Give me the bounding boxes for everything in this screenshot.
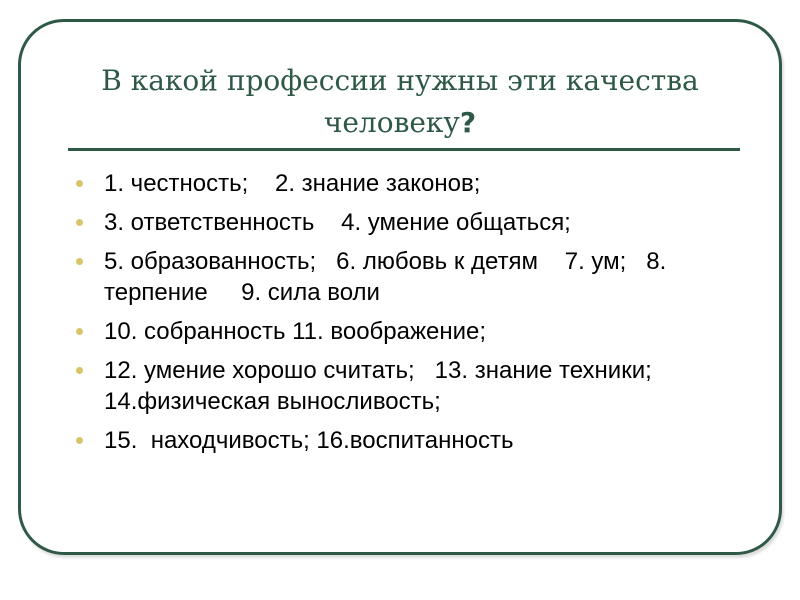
- title-divider: [68, 148, 740, 151]
- list-item-text: 5. образованность; 6. любовь к детям 7. ум; 8. терпение 9. сила воли: [104, 248, 673, 306]
- bullet-icon: [76, 180, 83, 187]
- bullet-icon: [76, 219, 83, 226]
- list-item: [70, 246, 750, 308]
- qualities-list: [70, 168, 750, 464]
- bullet-icon: [76, 367, 83, 374]
- bullet-icon: [76, 328, 83, 335]
- list-item: [70, 207, 750, 238]
- list-item-text: 15. находчивость; 16.воспитанность: [104, 427, 514, 454]
- slide-title-question-mark: ?: [459, 106, 477, 139]
- list-item-text: 1. честность; 2. знание законов;: [104, 170, 481, 197]
- list-item: [70, 355, 750, 417]
- list-item-text: 10. собранность 11. воображение;: [104, 318, 487, 345]
- list-item-text: 12. умение хорошо считать; 13. знание техники; 14.физическая выносливость;: [104, 357, 666, 415]
- slide-title: [60, 60, 740, 144]
- list-item: [70, 425, 750, 456]
- list-item: [70, 168, 750, 199]
- list-item: [70, 316, 750, 347]
- bullet-icon: [76, 437, 83, 444]
- slide-title-text: В какой профессии нужны эти качества человеку: [101, 64, 699, 139]
- bullet-icon: [76, 258, 83, 265]
- list-item-text: 3. ответственность 4. умение общаться;: [104, 209, 571, 236]
